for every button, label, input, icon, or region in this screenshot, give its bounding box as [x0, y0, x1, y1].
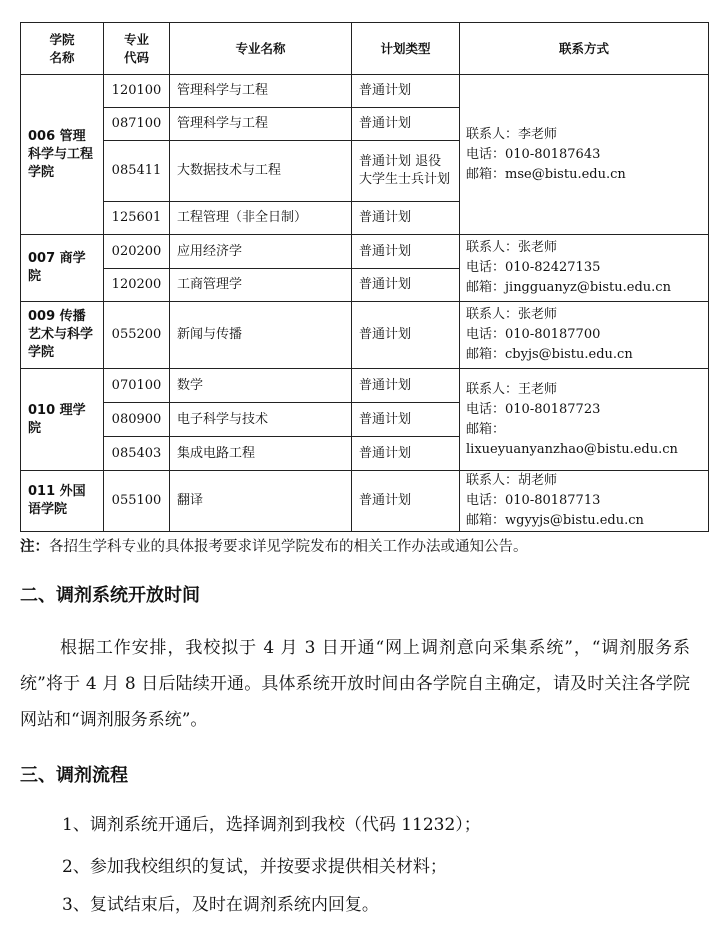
note-text: 各招生学科专业的具体报考要求详见学院发布的相关工作办法或通知公告。 — [49, 539, 528, 555]
plan-type: 普通计划 — [352, 202, 460, 235]
section-heading-process: 三、调剂流程 — [20, 765, 128, 786]
contact-person: 联系人：张老师 — [466, 240, 558, 255]
contact-person: 联系人：李老师 — [466, 126, 558, 142]
major-code: 087100 — [104, 108, 170, 141]
admissions-table — [20, 22, 709, 532]
section-heading-open-time: 二、调剂系统开放时间 — [20, 585, 200, 606]
major-name: 集成电路工程 — [170, 437, 352, 471]
header-college: 学院 名称 — [21, 23, 104, 75]
major-code: 055100 — [104, 471, 170, 532]
contact-info — [460, 302, 709, 369]
contact-info — [460, 471, 709, 532]
major-code: 120200 — [104, 269, 170, 302]
plan-type: 普通计划 — [352, 403, 460, 437]
contact-email-address: lixueyuanyanzhao@bistu.edu.cn — [466, 441, 678, 457]
plan-type: 普通计划 — [352, 75, 460, 108]
major-code: 085411 — [104, 141, 170, 202]
note-label: 注： — [20, 539, 49, 555]
table-row — [21, 75, 709, 108]
major-code: 125601 — [104, 202, 170, 235]
contact-person: 联系人：王老师 — [466, 381, 558, 397]
table-note — [20, 535, 528, 556]
header-major: 专业名称 — [170, 23, 352, 75]
major-code: 020200 — [104, 235, 170, 269]
header-code: 专业 代码 — [104, 23, 170, 75]
contact-phone: 电话：010-80187713 — [466, 493, 601, 508]
contact-person: 联系人：胡老师 — [466, 473, 558, 488]
major-name: 管理科学与工程 — [170, 108, 352, 141]
table-row — [21, 369, 709, 403]
plan-type: 普通计划 — [352, 369, 460, 403]
contact-email: 邮箱：jingguanyz@bistu.edu.cn — [466, 280, 671, 295]
contact-phone: 电话：010-80187700 — [466, 327, 601, 342]
contact-email: 邮箱：wgyyjs@bistu.edu.cn — [466, 513, 644, 528]
table-row — [21, 302, 709, 369]
major-code: 055200 — [104, 302, 170, 369]
college-name: 011 外国语学院 — [21, 471, 104, 532]
header-plan: 计划类型 — [352, 23, 460, 75]
table-row — [21, 471, 709, 532]
contact-email: 邮箱： — [466, 421, 506, 437]
table-row — [21, 235, 709, 269]
major-name: 电子科学与技术 — [170, 403, 352, 437]
major-code: 085403 — [104, 437, 170, 471]
table-header-row — [21, 23, 709, 75]
contact-email: 邮箱：cbyjs@bistu.edu.cn — [466, 347, 633, 362]
major-name: 数学 — [170, 369, 352, 403]
contact-info — [460, 369, 709, 471]
major-name: 应用经济学 — [170, 235, 352, 269]
major-name: 新闻与传播 — [170, 302, 352, 369]
plan-type: 普通计划 — [352, 302, 460, 369]
contact-email: 邮箱：mse@bistu.edu.cn — [466, 166, 626, 182]
contact-info — [460, 75, 709, 235]
process-step-3: 3、复试结束后，及时在调剂系统内回复。 — [62, 895, 379, 915]
major-code: 120100 — [104, 75, 170, 108]
process-step-2: 2、参加我校组织的复试，并按要求提供相关材料； — [62, 857, 447, 877]
plan-type: 普通计划 — [352, 108, 460, 141]
process-step-1: 1、调剂系统开通后，选择调剂到我校（代码 11232）； — [62, 815, 481, 835]
header-contact: 联系方式 — [460, 23, 709, 75]
major-code: 080900 — [104, 403, 170, 437]
college-name: 007 商学院 — [21, 235, 104, 302]
contact-phone: 电话：010-80187723 — [466, 401, 601, 417]
college-name: 006 管理科学与工程学院 — [21, 75, 104, 235]
plan-type: 普通计划 — [352, 235, 460, 269]
plan-type: 普通计划 退役大学生士兵计划 — [352, 141, 460, 202]
major-name: 工商管理学 — [170, 269, 352, 302]
major-name: 管理科学与工程 — [170, 75, 352, 108]
college-name: 010 理学院 — [21, 369, 104, 471]
plan-type: 普通计划 — [352, 269, 460, 302]
plan-type: 普通计划 — [352, 437, 460, 471]
plan-type: 普通计划 — [352, 471, 460, 532]
section-paragraph-open-time: 根据工作安排，我校拟于 4 月 3 日开通“网上调剂意向采集系统”，“调剂服务系统”将于 4 月 8 日后陆续开通。具体系统开放时间由各学院自主确定，请及时关注各学院网站和“调剂服务系统”。 — [20, 638, 690, 730]
contact-info — [460, 235, 709, 302]
contact-phone: 电话：010-80187643 — [466, 146, 601, 162]
major-code: 070100 — [104, 369, 170, 403]
major-name: 大数据技术与工程 — [170, 141, 352, 202]
major-name: 工程管理（非全日制） — [170, 202, 352, 235]
college-name: 009 传播艺术与科学学院 — [21, 302, 104, 369]
major-name: 翻译 — [170, 471, 352, 532]
contact-person: 联系人：张老师 — [466, 307, 558, 322]
contact-phone: 电话：010-82427135 — [466, 260, 601, 275]
